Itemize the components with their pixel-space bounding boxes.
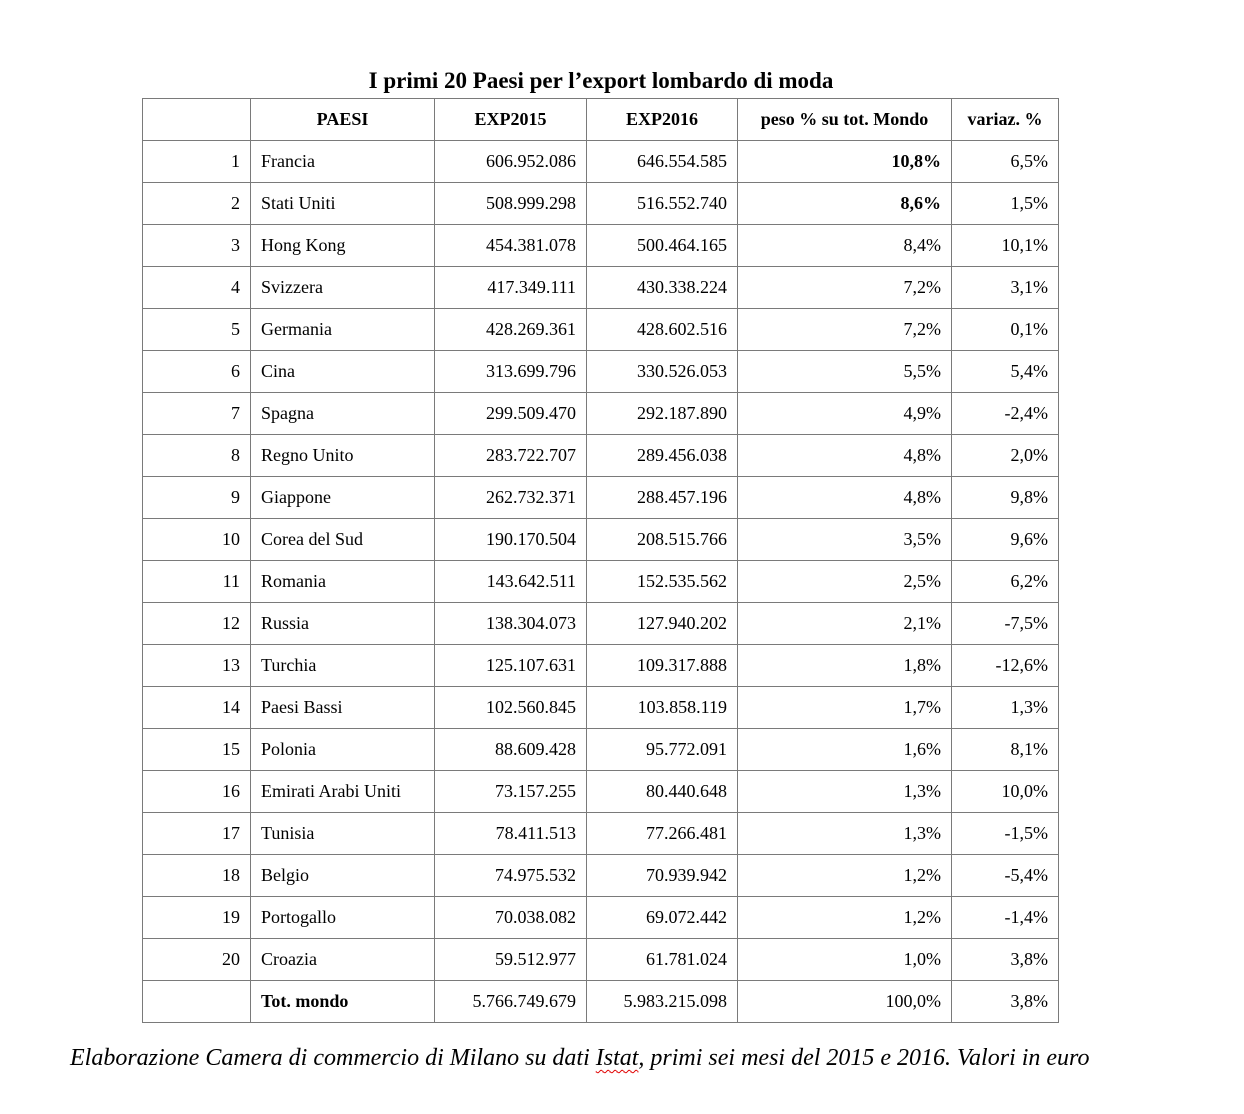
table-row [143, 351, 1059, 393]
rank-cell: 12 [143, 603, 251, 645]
header-share: peso % su tot. Mondo [738, 99, 952, 141]
country-cell: Belgio [251, 855, 435, 897]
exp2015-cell: 283.722.707 [435, 435, 587, 477]
share-cell: 7,2% [738, 267, 952, 309]
change-cell: 0,1% [952, 309, 1059, 351]
exp2015-cell: 417.349.111 [435, 267, 587, 309]
total-change: 3,8% [952, 981, 1059, 1023]
change-cell: -5,4% [952, 855, 1059, 897]
rank-cell: 7 [143, 393, 251, 435]
country-cell: Portogallo [251, 897, 435, 939]
exp2015-cell: 70.038.082 [435, 897, 587, 939]
table-row [143, 477, 1059, 519]
exp2015-cell: 606.952.086 [435, 141, 587, 183]
exp2015-cell: 78.411.513 [435, 813, 587, 855]
share-cell: 2,1% [738, 603, 952, 645]
share-cell: 1,2% [738, 897, 952, 939]
rank-cell: 20 [143, 939, 251, 981]
exp2016-cell: 646.554.585 [587, 141, 738, 183]
table-row [143, 939, 1059, 981]
exp2016-cell: 330.526.053 [587, 351, 738, 393]
rank-cell: 4 [143, 267, 251, 309]
exp2015-cell: 190.170.504 [435, 519, 587, 561]
country-cell: Polonia [251, 729, 435, 771]
rank-cell: 8 [143, 435, 251, 477]
header-change: variaz. % [952, 99, 1059, 141]
table-row [143, 309, 1059, 351]
exp2016-cell: 208.515.766 [587, 519, 738, 561]
header-rank [143, 99, 251, 141]
share-cell: 1,2% [738, 855, 952, 897]
country-cell: Corea del Sud [251, 519, 435, 561]
change-cell: -1,4% [952, 897, 1059, 939]
total-label: Tot. mondo [251, 981, 435, 1023]
table-row [143, 855, 1059, 897]
header-exp2015: EXP2015 [435, 99, 587, 141]
exp2015-cell: 143.642.511 [435, 561, 587, 603]
rank-cell: 5 [143, 309, 251, 351]
exp2016-cell: 69.072.442 [587, 897, 738, 939]
table-row [143, 729, 1059, 771]
table-row [143, 435, 1059, 477]
country-cell: Turchia [251, 645, 435, 687]
change-cell: -12,6% [952, 645, 1059, 687]
country-cell: Paesi Bassi [251, 687, 435, 729]
share-cell: 1,7% [738, 687, 952, 729]
header-row [143, 99, 1059, 141]
rank-cell: 9 [143, 477, 251, 519]
change-cell: 9,8% [952, 477, 1059, 519]
country-cell: Russia [251, 603, 435, 645]
exp2016-cell: 516.552.740 [587, 183, 738, 225]
exp2016-cell: 428.602.516 [587, 309, 738, 351]
exp2016-cell: 152.535.562 [587, 561, 738, 603]
total-row [143, 981, 1059, 1023]
share-cell: 4,9% [738, 393, 952, 435]
change-cell: 6,5% [952, 141, 1059, 183]
caption-flagged-word: Istat [595, 1045, 639, 1071]
change-cell: 5,4% [952, 351, 1059, 393]
table-row [143, 645, 1059, 687]
country-cell: Stati Uniti [251, 183, 435, 225]
exp2015-cell: 102.560.845 [435, 687, 587, 729]
share-cell: 2,5% [738, 561, 952, 603]
country-cell: Emirati Arabi Uniti [251, 771, 435, 813]
exp2016-cell: 430.338.224 [587, 267, 738, 309]
header-country: PAESI [251, 99, 435, 141]
table-body [143, 141, 1059, 981]
exp2016-cell: 127.940.202 [587, 603, 738, 645]
share-cell: 3,5% [738, 519, 952, 561]
table-row [143, 519, 1059, 561]
exp2016-cell: 95.772.091 [587, 729, 738, 771]
share-cell: 1,3% [738, 771, 952, 813]
rank-cell: 10 [143, 519, 251, 561]
rank-cell: 15 [143, 729, 251, 771]
export-table [142, 98, 1059, 1023]
exp2016-cell: 289.456.038 [587, 435, 738, 477]
country-cell: Spagna [251, 393, 435, 435]
exp2016-cell: 77.266.481 [587, 813, 738, 855]
exp2015-cell: 299.509.470 [435, 393, 587, 435]
share-cell: 1,6% [738, 729, 952, 771]
exp2016-cell: 292.187.890 [587, 393, 738, 435]
share-cell: 1,3% [738, 813, 952, 855]
change-cell: 1,5% [952, 183, 1059, 225]
table-row [143, 267, 1059, 309]
change-cell: 9,6% [952, 519, 1059, 561]
change-cell: 6,2% [952, 561, 1059, 603]
share-cell: 1,0% [738, 939, 952, 981]
change-cell: -2,4% [952, 393, 1059, 435]
change-cell: 10,0% [952, 771, 1059, 813]
rank-cell: 11 [143, 561, 251, 603]
share-cell: 4,8% [738, 435, 952, 477]
country-cell: Regno Unito [251, 435, 435, 477]
rank-cell: 2 [143, 183, 251, 225]
share-cell: 5,5% [738, 351, 952, 393]
share-cell: 4,8% [738, 477, 952, 519]
rank-cell: 19 [143, 897, 251, 939]
country-cell: Tunisia [251, 813, 435, 855]
exp2015-cell: 74.975.532 [435, 855, 587, 897]
rank-cell: 18 [143, 855, 251, 897]
change-cell: 3,8% [952, 939, 1059, 981]
country-cell: Cina [251, 351, 435, 393]
rank-cell: 1 [143, 141, 251, 183]
rank-cell: 6 [143, 351, 251, 393]
share-cell: 1,8% [738, 645, 952, 687]
table-row [143, 225, 1059, 267]
exp2015-cell: 454.381.078 [435, 225, 587, 267]
total-share: 100,0% [738, 981, 952, 1023]
total-rank-cell [143, 981, 251, 1023]
exp2016-cell: 288.457.196 [587, 477, 738, 519]
country-cell: Germania [251, 309, 435, 351]
rank-cell: 16 [143, 771, 251, 813]
share-cell: 8,4% [738, 225, 952, 267]
exp2016-cell: 109.317.888 [587, 645, 738, 687]
country-cell: Hong Kong [251, 225, 435, 267]
exp2016-cell: 61.781.024 [587, 939, 738, 981]
exp2015-cell: 262.732.371 [435, 477, 587, 519]
table-row [143, 771, 1059, 813]
header-exp2016: EXP2016 [587, 99, 738, 141]
exp2015-cell: 138.304.073 [435, 603, 587, 645]
table-row [143, 393, 1059, 435]
change-cell: 1,3% [952, 687, 1059, 729]
change-cell: 3,1% [952, 267, 1059, 309]
exp2015-cell: 508.999.298 [435, 183, 587, 225]
share-cell: 8,6% [738, 183, 952, 225]
caption-text-after: , primi sei mesi del 2015 e 2016. Valori in euro [638, 1045, 1090, 1071]
exp2015-cell: 59.512.977 [435, 939, 587, 981]
exp2015-cell: 428.269.361 [435, 309, 587, 351]
table-row [143, 141, 1059, 183]
table-title: I primi 20 Paesi per l’export lombardo di moda [368, 68, 834, 93]
change-cell: 8,1% [952, 729, 1059, 771]
table-row [143, 603, 1059, 645]
change-cell: 2,0% [952, 435, 1059, 477]
country-cell: Francia [251, 141, 435, 183]
exp2016-cell: 70.939.942 [587, 855, 738, 897]
rank-cell: 14 [143, 687, 251, 729]
exp2015-cell: 73.157.255 [435, 771, 587, 813]
rank-cell: 13 [143, 645, 251, 687]
change-cell: -7,5% [952, 603, 1059, 645]
table-row [143, 813, 1059, 855]
change-cell: -1,5% [952, 813, 1059, 855]
exp2016-cell: 103.858.119 [587, 687, 738, 729]
country-cell: Romania [251, 561, 435, 603]
rank-cell: 17 [143, 813, 251, 855]
exp2015-cell: 313.699.796 [435, 351, 587, 393]
table-row [143, 687, 1059, 729]
total-exp2015: 5.766.749.679 [435, 981, 587, 1023]
exp2016-cell: 500.464.165 [587, 225, 738, 267]
table-row [143, 561, 1059, 603]
rank-cell: 3 [143, 225, 251, 267]
source-caption [70, 1043, 1090, 1073]
country-cell: Svizzera [251, 267, 435, 309]
country-cell: Giappone [251, 477, 435, 519]
table-row [143, 897, 1059, 939]
exp2015-cell: 125.107.631 [435, 645, 587, 687]
exp2015-cell: 88.609.428 [435, 729, 587, 771]
share-cell: 7,2% [738, 309, 952, 351]
caption-text-before: Elaborazione Camera di commercio di Milano su dati [70, 1045, 596, 1071]
share-cell: 10,8% [738, 141, 952, 183]
table-row [143, 183, 1059, 225]
country-cell: Croazia [251, 939, 435, 981]
change-cell: 10,1% [952, 225, 1059, 267]
exp2016-cell: 80.440.648 [587, 771, 738, 813]
total-exp2016: 5.983.215.098 [587, 981, 738, 1023]
